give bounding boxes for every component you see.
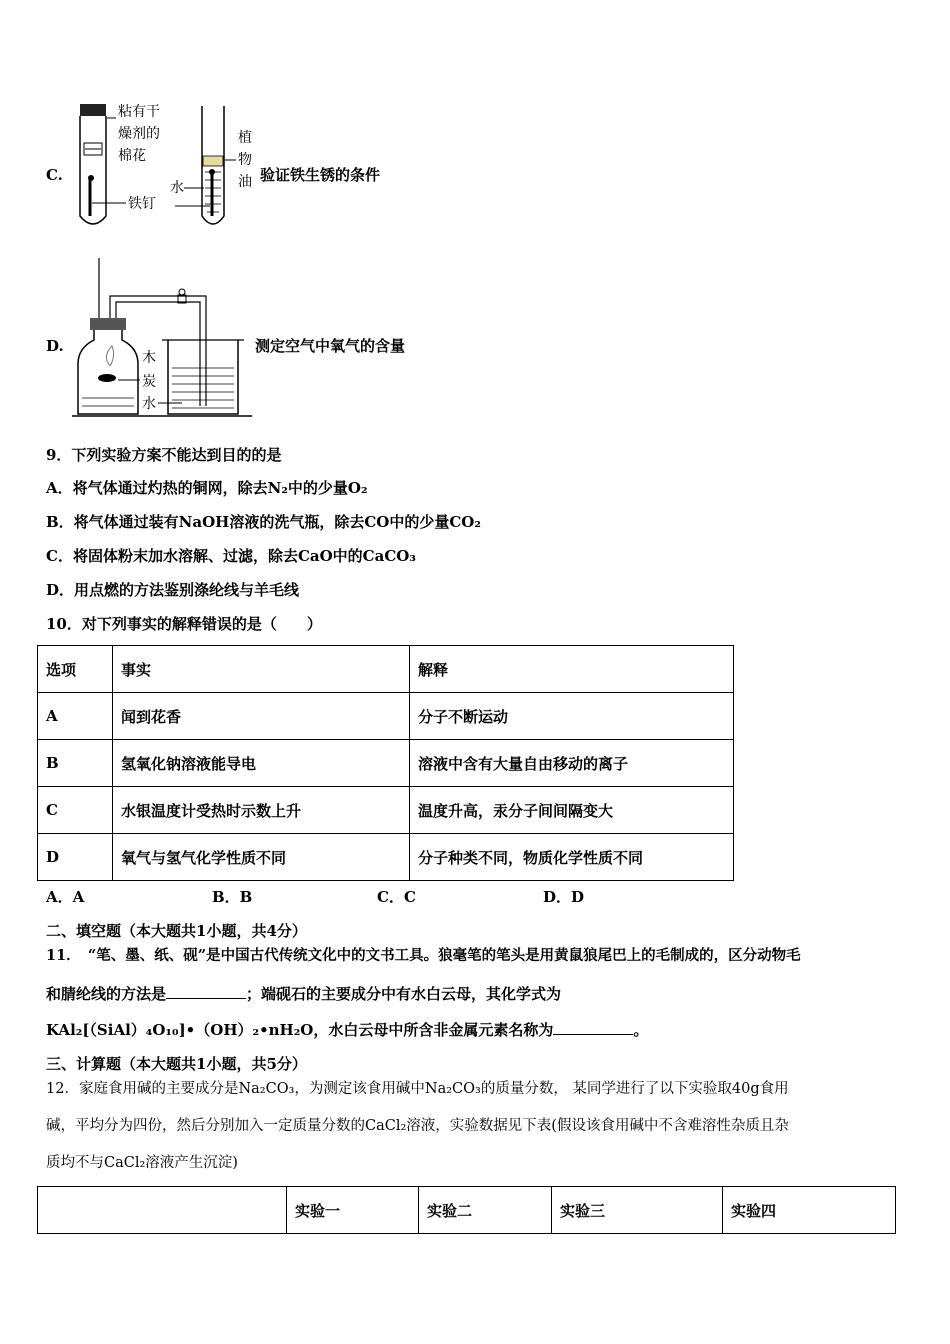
q12-table	[37, 1186, 896, 1234]
cotton-label-2: 燥剂的	[118, 126, 160, 142]
q10-table	[37, 645, 734, 881]
cotton-label-3: 棉花	[118, 148, 146, 164]
q10-option-d: D．D	[543, 888, 585, 906]
table-row	[38, 787, 734, 834]
table-cell: 水银温度计受热时示数上升	[113, 787, 410, 834]
q11-line3	[46, 1020, 648, 1040]
table-cell: A	[38, 693, 113, 740]
q10-option-b: B．B	[212, 888, 253, 906]
table-row	[38, 693, 734, 740]
table-header-cell: 选项	[38, 646, 113, 693]
table-cell: 分子不断运动	[410, 693, 734, 740]
table-cell: 温度升高，汞分子间间隔变大	[410, 787, 734, 834]
table-cell: 闻到花香	[113, 693, 410, 740]
table-cell: 氢氧化钠溶液能导电	[113, 740, 410, 787]
table-cell: C	[38, 787, 113, 834]
answer-blank-1[interactable]	[166, 984, 246, 999]
table-header-row	[38, 646, 734, 693]
cotton-label-1: 粘有干	[118, 104, 160, 120]
q11-line2	[46, 984, 561, 1004]
charcoal-spoon	[98, 374, 116, 382]
q9-option-a: A．将气体通过灼热的铜网，除去N₂中的少量O₂	[46, 479, 368, 497]
table-header-cell: 事实	[113, 646, 410, 693]
delivery-tube	[110, 296, 206, 406]
oil-label-2: 物	[238, 152, 252, 168]
table-header-cell: 实验四	[723, 1187, 896, 1234]
table-header-cell: 解释	[410, 646, 734, 693]
table-cell: B	[38, 740, 113, 787]
nail-label: 铁钉	[128, 196, 156, 212]
q9-option-d: D．用点燃的方法鉴别涤纶线与羊毛线	[46, 581, 300, 599]
table-cell: D	[38, 834, 113, 881]
answer-blank-2[interactable]	[553, 1020, 633, 1035]
rust-experiment-figure	[70, 98, 260, 233]
water-label-c: 水	[170, 180, 184, 196]
q10-option-a: A．A	[46, 888, 85, 906]
section3-title: 三、计算题（本大题共1小题，共5分）	[46, 1055, 307, 1073]
table-row	[38, 740, 734, 787]
q12-line2: 碱，平均分为四份，然后分别加入一定质量分数的CaCl₂溶液，实验数据见下表(假设该食用碱中不含难溶性杂质且杂	[46, 1118, 789, 1134]
table-cell: 溶液中含有大量自由移动的离子	[410, 740, 734, 787]
table-header-row	[38, 1187, 896, 1234]
table-cell: 分子种类不同，物质化学性质不同	[410, 834, 734, 881]
q11-line1: 11． “笔、墨、纸、砚”是中国古代传统文化中的文书工具。狼毫笔的笔头是用黄鼠狼尾巴上的毛制成的，区分动物毛	[46, 947, 801, 964]
oil-layer	[203, 156, 223, 166]
q12-line3: 质均不与CaCl₂溶液产生沉淀)	[46, 1155, 238, 1171]
option-d-caption: 测定空气中氧气的含量	[255, 337, 406, 355]
q9-stem: 9．下列实验方案不能达到目的的是	[46, 446, 282, 464]
oxygen-experiment-figure	[72, 256, 252, 421]
option-c-caption: 验证铁生锈的条件	[260, 166, 381, 184]
gas-bottle	[78, 330, 138, 414]
q10-option-c: C．C	[377, 888, 416, 906]
oil-label-1: 植	[238, 130, 252, 146]
q9-option-c: C．将固体粉末加水溶解、过滤，除去CaO中的CaCO₃	[46, 547, 416, 565]
table-cell: 氧气与氢气化学性质不同	[113, 834, 410, 881]
q9-option-b: B．将气体通过装有NaOH溶液的洗气瓶，除去CO中的少量CO₂	[46, 513, 481, 531]
test-tube-dry	[80, 116, 106, 224]
option-c-letter: C.	[46, 166, 63, 184]
table-header-cell: 实验二	[419, 1187, 552, 1234]
charcoal-label-2: 炭	[142, 374, 156, 390]
q11-line2-end: ；端砚石的主要成分中有水白云母，其化学式为	[246, 985, 562, 1003]
rubber-stopper	[80, 104, 106, 116]
option-d-letter: D.	[46, 337, 64, 355]
q12-line1: 12．家庭食用碱的主要成分是Na₂CO₃，为测定该食用碱中Na₂CO₃的质量分数， 某同学进行了以下实验取40g食用	[46, 1081, 789, 1097]
q11-line2-start: 和腈纶线的方法是	[46, 985, 167, 1003]
water-label-d: 水	[142, 396, 156, 412]
section2-title: 二、填空题（本大题共1小题，共4分）	[46, 922, 307, 940]
table-header-cell	[38, 1187, 287, 1234]
q11-line3-end: 。	[633, 1021, 649, 1039]
table-header-cell: 实验一	[287, 1187, 419, 1234]
q10-stem: 10．对下列事实的解释错误的是（ ）	[46, 615, 322, 633]
table-row	[38, 834, 734, 881]
table-header-cell: 实验三	[552, 1187, 723, 1234]
charcoal-label-1: 木	[142, 350, 156, 366]
q11-line3-start: KAl₂[（SiAl）₄O₁₀]•（OH）₂•nH₂O，水白云母中所含非金属元素名称为	[46, 1021, 554, 1039]
oil-label-3: 油	[238, 174, 252, 190]
flask-stopper	[90, 318, 126, 330]
